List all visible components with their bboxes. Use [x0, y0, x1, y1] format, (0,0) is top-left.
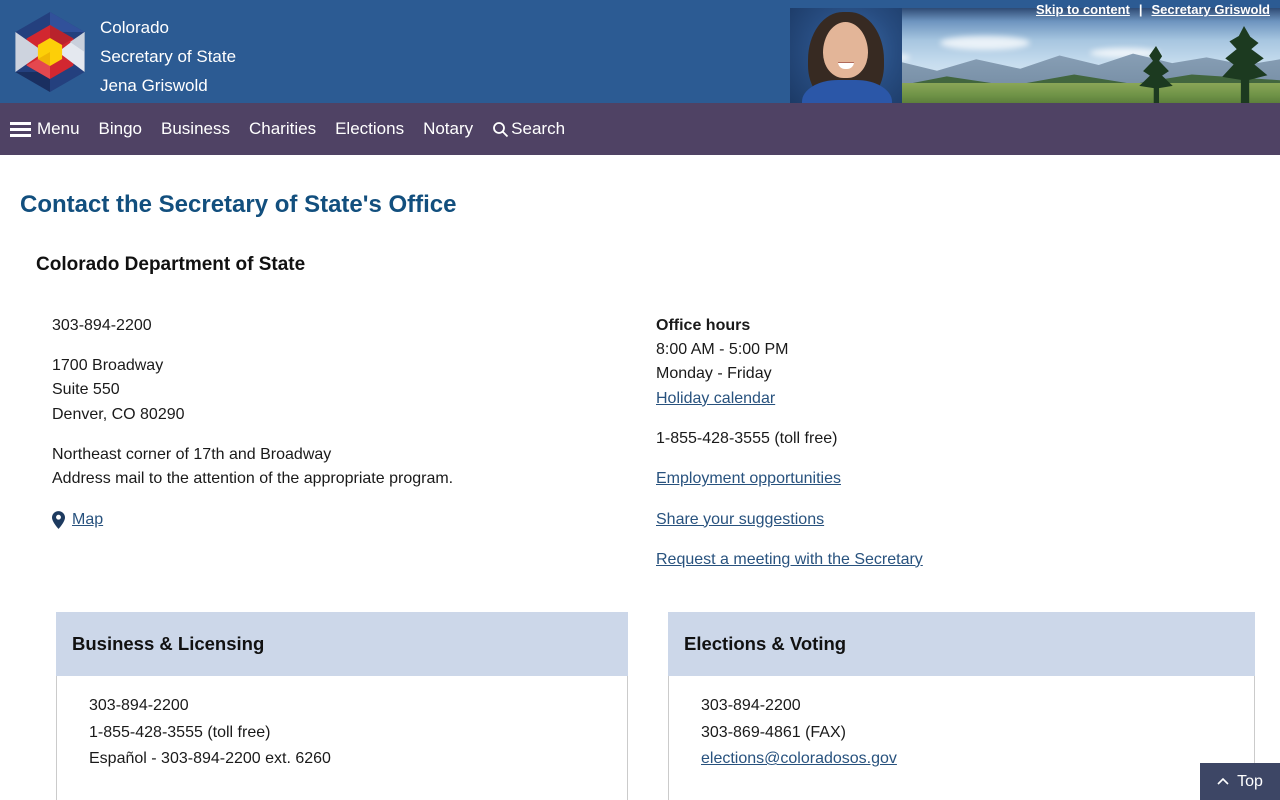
- business-licensing-header: Business & Licensing: [56, 612, 628, 676]
- employment-row: [656, 467, 1280, 491]
- site-header: [0, 0, 1280, 103]
- nav-item-notary[interactable]: Notary: [423, 119, 474, 138]
- nav-item-elections[interactable]: Elections: [335, 119, 405, 138]
- share-suggestions-link[interactable]: Share your suggestions: [656, 510, 825, 528]
- menu-button[interactable]: [10, 119, 80, 139]
- chevron-up-icon: [1217, 778, 1229, 785]
- secretary-portrait: [790, 8, 902, 103]
- utility-links: [1036, 2, 1270, 17]
- department-boxes: [56, 612, 1280, 800]
- main-navigation: [0, 103, 1280, 155]
- nav-item-business[interactable]: Business: [161, 119, 230, 138]
- search-icon: [492, 121, 509, 138]
- address-line2: Suite 550: [52, 381, 120, 399]
- site-title-line2: Secretary of State: [100, 47, 237, 66]
- search-label: Search: [511, 119, 566, 138]
- office-hours-days: Monday - Friday: [656, 365, 772, 383]
- elections-voting-body: [668, 676, 1255, 800]
- page-title: Contact the Secretary of State's Office: [20, 191, 457, 218]
- business-licensing-box: [56, 612, 628, 800]
- office-hours-block: [656, 314, 1280, 411]
- business-phone: 303-894-2200: [89, 697, 189, 715]
- department-heading: Colorado Department of State: [36, 253, 306, 275]
- top-button-label: Top: [1237, 772, 1263, 790]
- office-hours-time: 8:00 AM - 5:00 PM: [656, 341, 789, 359]
- location-note-line2: Address mail to the attention of the appropriate program.: [52, 470, 454, 488]
- toll-free-phone: 1-855-428-3555 (toll free): [656, 429, 838, 447]
- contact-columns: [52, 298, 1280, 588]
- elections-voting-box: [668, 612, 1255, 800]
- header-banner-photo: [790, 8, 1280, 103]
- office-hours-title: Office hours: [656, 316, 751, 334]
- employment-opportunities-link[interactable]: Employment opportunities: [656, 470, 841, 488]
- meeting-row: [656, 548, 1280, 572]
- request-meeting-link[interactable]: Request a meeting with the Secretary: [656, 550, 923, 568]
- location-note-line1: Northeast corner of 17th and Broadway: [52, 445, 332, 463]
- colorado-sos-logo: [8, 9, 92, 95]
- search-button[interactable]: [492, 119, 565, 139]
- main-phone: 303-894-2200: [52, 316, 152, 334]
- street-address: [52, 354, 656, 427]
- business-toll-free: 1-855-428-3555 (toll free): [89, 723, 271, 741]
- holiday-calendar-link[interactable]: Holiday calendar: [656, 389, 776, 407]
- menu-label: Menu: [37, 119, 80, 138]
- map-link-row: [52, 508, 656, 532]
- logo-hexagon-icon: [8, 9, 92, 95]
- back-to-top-button[interactable]: [1200, 763, 1280, 800]
- business-spanish-line: Español - 303-894-2200 ext. 6260: [89, 750, 331, 768]
- utility-links-separator: |: [1138, 2, 1143, 17]
- site-title-line1: Colorado: [100, 18, 169, 37]
- suggestions-row: [656, 508, 1280, 532]
- elections-email-link[interactable]: elections@coloradosos.gov: [701, 750, 897, 768]
- skip-to-content-link[interactable]: Skip to content: [1035, 2, 1130, 17]
- main-content: [0, 191, 1280, 800]
- location-note: [52, 443, 656, 492]
- contact-right-column: [656, 298, 1280, 588]
- nav-item-charities[interactable]: Charities: [249, 119, 317, 138]
- map-pin-icon: [52, 511, 65, 529]
- address-line3: Denver, CO 80290: [52, 405, 185, 423]
- banner-cloud: [940, 36, 1030, 50]
- site-title-line3: Jena Griswold: [100, 76, 208, 95]
- elections-voting-header: Elections & Voting: [668, 612, 1255, 676]
- secretary-griswold-link[interactable]: Secretary Griswold: [1151, 2, 1270, 17]
- address-line1: 1700 Broadway: [52, 357, 164, 375]
- portrait-face: [823, 22, 868, 78]
- contact-left-column: [52, 298, 656, 588]
- site-title: [100, 13, 236, 100]
- business-licensing-body: [56, 676, 628, 800]
- map-link[interactable]: Map: [72, 510, 104, 528]
- elections-phone: 303-894-2200: [701, 697, 801, 715]
- elections-fax: 303-869-4861 (FAX): [701, 723, 846, 741]
- nav-item-bingo[interactable]: Bingo: [98, 119, 143, 138]
- hamburger-icon: [10, 122, 31, 137]
